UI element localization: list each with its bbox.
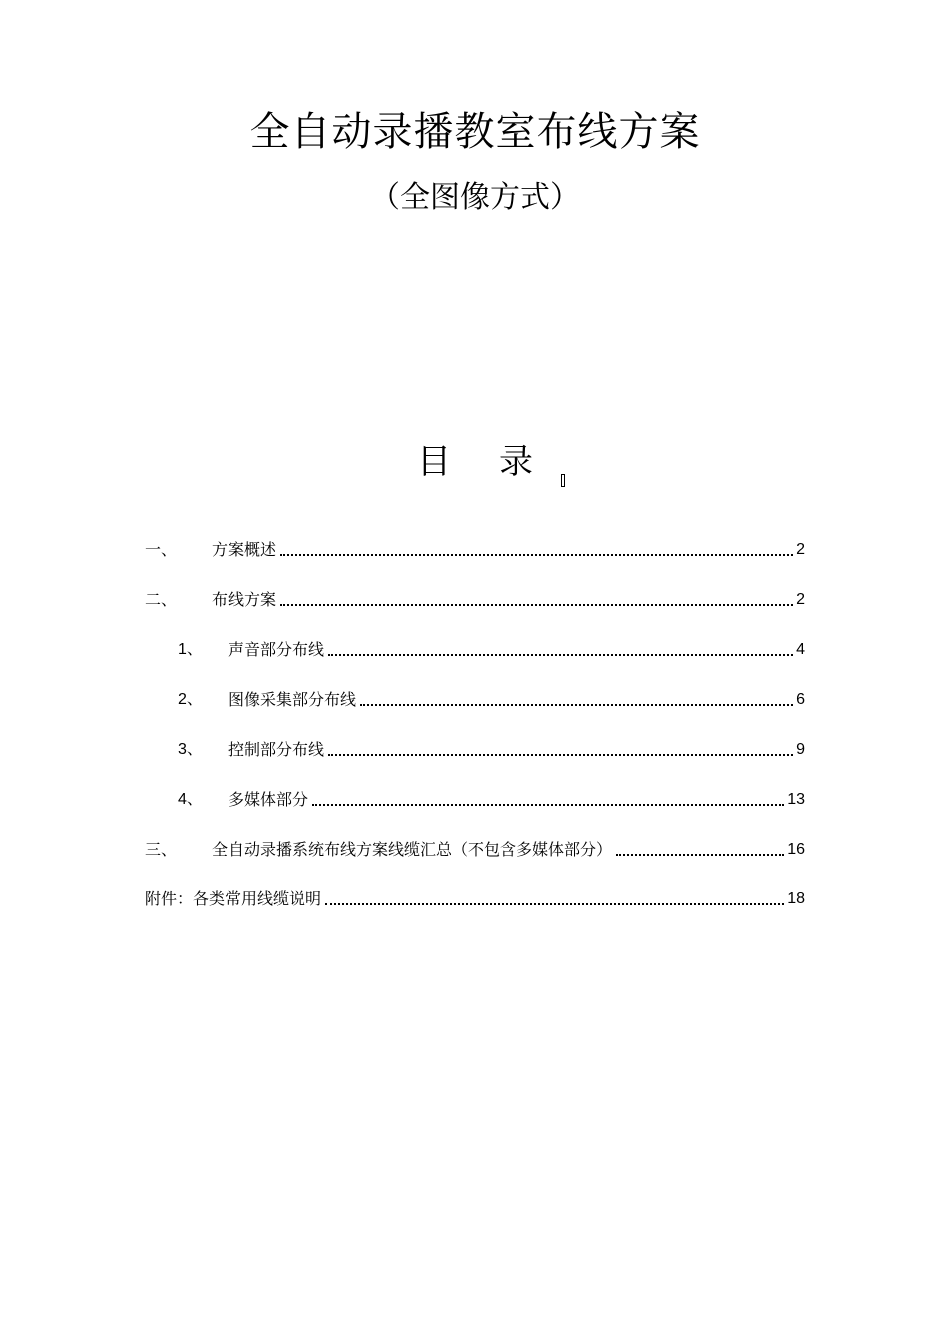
document-title: 全自动录播教室布线方案: [249, 109, 701, 155]
toc-heading-char-2: 录: [499, 442, 533, 482]
toc-entry-label: 控制部分布线: [228, 740, 325, 759]
toc-leader-dots: [616, 854, 784, 856]
toc-entry[interactable]: [145, 538, 805, 562]
placeholder-glyph-icon: [561, 474, 565, 487]
toc-entry-page: 6: [796, 691, 805, 708]
toc-leader-dots: [280, 604, 793, 606]
toc-entry-page: 9: [796, 741, 805, 758]
toc-entry-label: 附件：各类常用线缆说明: [145, 889, 322, 908]
toc-heading-char-1: 目: [417, 442, 451, 482]
toc-entry-label: 全自动录播系统布线方案线缆汇总（不包含多媒体部分）: [212, 840, 613, 859]
toc-entry[interactable]: [145, 887, 805, 911]
toc-entry-label: 布线方案: [212, 590, 277, 609]
toc-heading: [0, 438, 950, 486]
toc-leader-dots: [325, 903, 784, 905]
toc-entry[interactable]: [178, 688, 805, 712]
toc-entry-page: 2: [796, 541, 805, 558]
toc-leader-dots: [328, 754, 793, 756]
toc-entry[interactable]: [178, 788, 805, 812]
toc-entry[interactable]: [178, 738, 805, 762]
toc-entry-label: 声音部分布线: [228, 640, 325, 659]
toc-entry-page: 2: [796, 591, 805, 608]
toc-entry-number: 一、: [145, 540, 178, 559]
toc-entry[interactable]: [145, 588, 805, 612]
toc-entry-page: 13: [787, 791, 805, 808]
toc-entry-label: 方案概述: [212, 540, 277, 559]
toc-entry-page: 16: [787, 841, 805, 858]
toc-entry-number: 二、: [145, 590, 178, 609]
toc-entry-number: 2、: [178, 691, 203, 708]
toc-entry-number: 4、: [178, 791, 203, 808]
toc-leader-dots: [360, 704, 793, 706]
toc-entry-number: 3、: [178, 741, 203, 758]
toc-entry-page: 18: [787, 890, 805, 907]
toc-leader-dots: [312, 804, 784, 806]
toc-entry[interactable]: [178, 638, 805, 662]
toc-leader-dots: [328, 654, 793, 656]
toc-entry-label: 图像采集部分布线: [228, 690, 357, 709]
toc-entry[interactable]: [145, 838, 805, 862]
toc-entry-number: 三、: [145, 840, 178, 859]
toc-entry-page: 4: [796, 641, 805, 658]
toc-entry-label: 多媒体部分: [228, 790, 309, 809]
document-subtitle: （全图像方式）: [370, 180, 580, 215]
toc-leader-dots: [280, 554, 793, 556]
toc-entry-number: 1、: [178, 641, 203, 658]
